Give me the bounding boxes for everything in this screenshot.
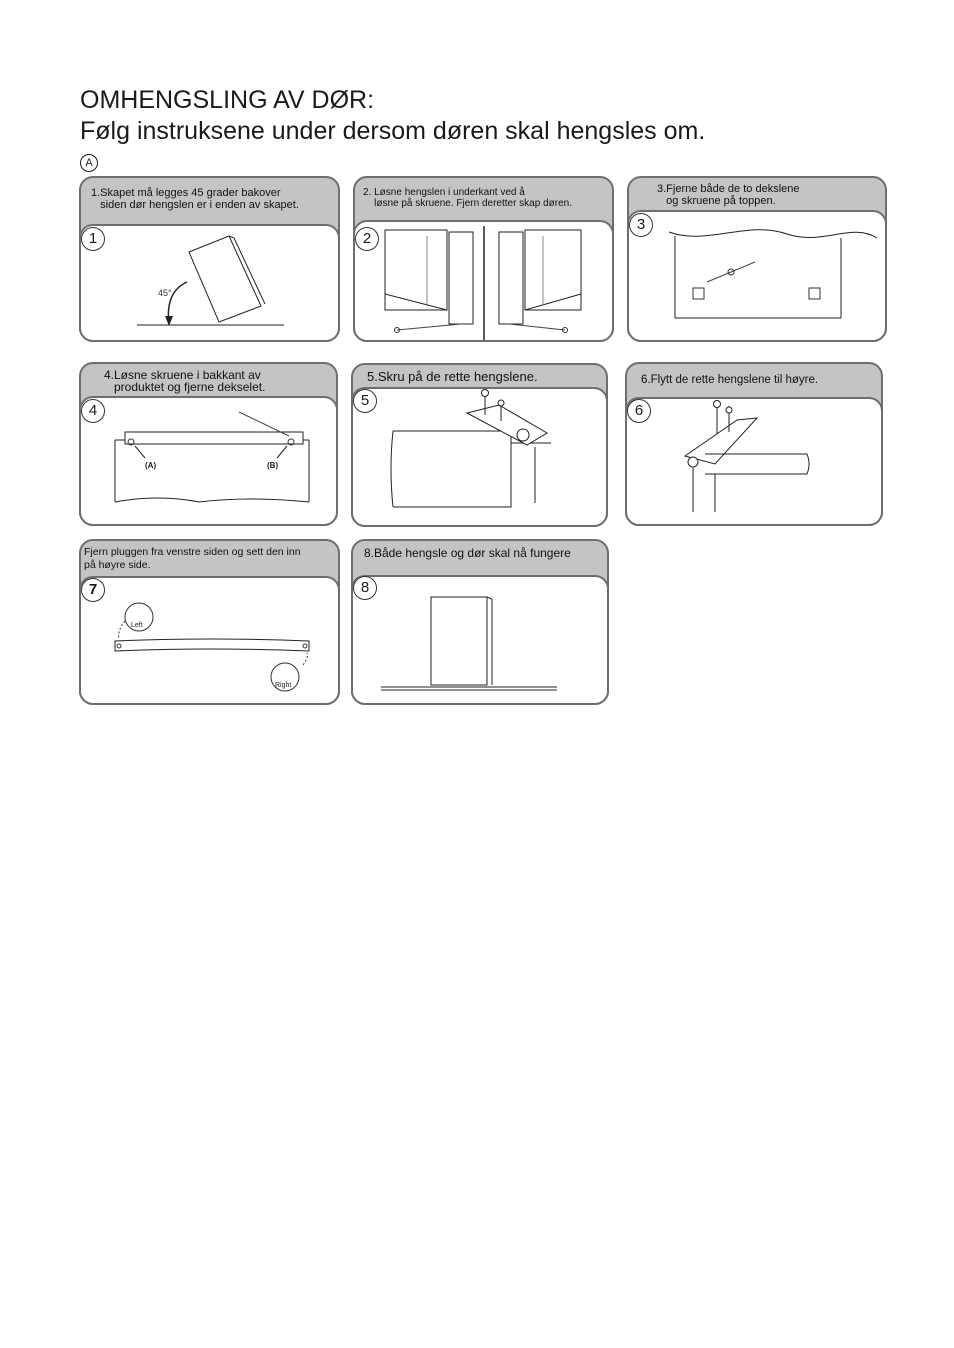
plug-swap-illustration <box>79 539 340 705</box>
page-title: OMHENGSLING AV DØR: <box>80 86 375 114</box>
step-card-7 <box>79 539 340 705</box>
step-number-1: 1 <box>81 227 105 251</box>
step-caption-6: 6.Flytt de rette hengslene til høyre. <box>641 374 819 386</box>
hinge-move-illustration <box>625 362 883 526</box>
screw-label-a: (A) <box>145 461 157 470</box>
step-number-7: 7 <box>81 578 105 602</box>
plug-label-left: Left <box>131 622 143 629</box>
step-card-4 <box>79 362 338 526</box>
hinge-removal-illustration <box>353 176 614 342</box>
section-mark-a: A <box>80 154 98 172</box>
step-card-3 <box>627 176 887 342</box>
plug-label-right: Right <box>275 682 292 689</box>
screw-label-b: (B) <box>267 461 279 470</box>
step-caption-5: 5.Skru på de rette hengslene. <box>367 369 538 384</box>
angle-label: 45° <box>158 288 172 298</box>
step-card-8 <box>351 539 609 705</box>
hinge-mount-illustration <box>351 363 608 527</box>
step-card-2 <box>353 176 614 342</box>
step-caption-8: 8.Både hengsle og dør skal nå fungere <box>364 546 571 560</box>
step-card-1 <box>79 176 340 342</box>
step-number-2: 2 <box>355 227 379 251</box>
step-card-6 <box>625 362 883 526</box>
step-number-8: 8 <box>353 576 377 600</box>
step-number-3: 3 <box>629 213 653 237</box>
step-caption-2: 2. Løsne hengslen i underkant ved å løsne på skruene. Fjern deretter skap døren. <box>363 187 572 209</box>
rear-cover-illustration <box>79 362 338 526</box>
top-covers-illustration <box>627 176 887 342</box>
step-card-5 <box>351 363 608 527</box>
finished-fridge-illustration <box>351 539 609 705</box>
step-caption-1: 1.Skapet må legges 45 grader bakover siden dør hengslen er i enden av skapet. <box>91 187 299 211</box>
step-number-4: 4 <box>81 399 105 423</box>
step-caption-3: 3.Fjerne både de to dekslene og skruene på toppen. <box>657 183 800 207</box>
step-caption-7: Fjern pluggen fra venstre siden og sett den inn på høyre side. <box>84 546 301 571</box>
step-number-5: 5 <box>353 389 377 413</box>
tilted-fridge-illustration <box>79 176 340 342</box>
step-caption-4: 4.Løsne skruene i bakkant av produktet og fjerne dekselet. <box>104 368 266 394</box>
step-number-6: 6 <box>627 399 651 423</box>
page-subtitle: Følg instruksene under dersom døren skal hengsles om. <box>80 117 706 145</box>
